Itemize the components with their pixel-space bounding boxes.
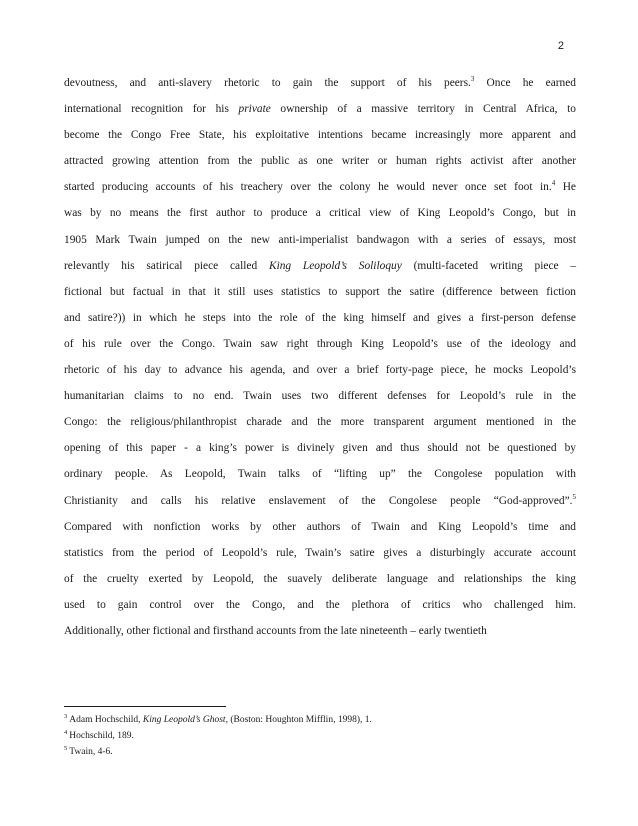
italic-text: private (238, 103, 271, 116)
text-line (64, 305, 576, 331)
text-line (64, 383, 576, 409)
text-run: humanitarian claims to no end. Twain uses two different defenses for Leopold’s rule in the (64, 390, 576, 403)
text-run: relevantly his satirical piece called (64, 259, 269, 272)
text-line (64, 148, 576, 174)
footnote-reference: 4 (551, 179, 556, 188)
footnote-reference: 3 (470, 75, 475, 84)
text-run: Congo: the religious/philanthropist charade and the more transparent argument mentioned in the (64, 416, 576, 429)
text-run: Adam Hochschild, (69, 715, 143, 725)
text-run: opening of this paper - a king’s power is divinely given and thus should not be questioned by (64, 442, 576, 455)
footnote (64, 728, 576, 744)
text-run: Twain, 4-6. (69, 747, 113, 757)
footnote-marker: 4 (64, 728, 68, 736)
text-line (64, 461, 576, 487)
text-run: Christianity and calls his relative enslavement of the Congolese people “God-approved”. (64, 494, 573, 507)
text-line (64, 96, 576, 122)
text-line (64, 331, 576, 357)
text-line (64, 488, 576, 514)
text-run: fictional but factual in that it still uses statistics to support the satire (difference between fiction (64, 285, 576, 298)
footnote-marker: 3 (64, 712, 68, 720)
text-run: ownership of a massive territory in Central Africa, to (270, 103, 577, 116)
text-line (64, 253, 576, 279)
text-run: Additionally, other fictional and firsthand accounts from the late nineteenth – early twentieth (64, 624, 487, 637)
text-line (64, 540, 576, 566)
text-run: (Boston: Houghton Mifflin, 1998), 1. (227, 715, 372, 725)
text-run: become the Congo Free State, his exploitative intentions became increasingly more apparent and (64, 129, 576, 142)
italic-text: King Leopold’s Soliloquy (268, 259, 402, 272)
footnote (64, 712, 576, 728)
italic-text: King Leopold’s Ghost, (142, 715, 228, 725)
footnote-reference: 5 (572, 492, 576, 501)
text-run: Once he earned (474, 77, 576, 89)
text-line (64, 435, 576, 461)
text-run: statistics from the period of Leopold’s rule, Twain’s satire gives a disturbingly accurate account (64, 546, 576, 559)
text-line (64, 409, 576, 435)
text-line (64, 566, 576, 592)
text-run: was by no means the first author to produce a critical view of King Leopold’s Congo, but in (64, 207, 576, 220)
text-line (64, 592, 576, 618)
text-run: of his rule over the Congo. Twain saw right through King Leopold’s use of the ideology and (64, 337, 576, 350)
text-run: attracted growing attention from the public as one writer or human rights activist after another (64, 155, 576, 168)
text-line (64, 357, 576, 383)
body-paragraph (64, 70, 576, 644)
text-line (64, 70, 576, 96)
text-line (64, 279, 576, 305)
footnote-separator (64, 706, 226, 707)
footnote (64, 744, 576, 760)
footnote-marker: 5 (64, 744, 68, 752)
page-number: 2 (557, 40, 564, 52)
text-run: He (555, 181, 576, 194)
text-run: of the cruelty exerted by Leopold, the suavely deliberate language and relationships the king (64, 572, 576, 585)
text-run: Compared with nonfiction works by other authors of Twain and King Leopold’s time and (64, 520, 576, 533)
text-run: international recognition for his (64, 103, 239, 116)
text-run: (multi-faceted writing piece – (401, 259, 577, 272)
text-run: started producing accounts of his treachery over the colony he would never once set foot in. (64, 181, 552, 194)
text-run: and satire?)) in which he steps into the role of the king himself and gives a first-person defense (64, 311, 576, 324)
text-line (64, 174, 576, 200)
text-run: used to gain control over the Congo, and the plethora of critics who challenged him. (64, 598, 576, 611)
text-run: ordinary people. As Leopold, Twain talks of “lifting up” the Congolese population with (64, 468, 576, 481)
text-run: 1905 Mark Twain jumped on the new anti-imperialist bandwagon with a series of essays, most (64, 233, 576, 246)
text-line (64, 227, 576, 253)
footnotes (64, 712, 576, 760)
text-run: rhetoric of his day to advance his agenda, and over a brief forty-page piece, he mocks Leopold’s (64, 364, 576, 377)
text-line (64, 514, 576, 540)
text-line (64, 618, 576, 644)
text-line (64, 122, 576, 148)
text-line (64, 200, 576, 226)
text-run: devoutness, and anti-slavery rhetoric to gain the support of his peers. (64, 77, 471, 89)
text-run: Hochschild, 189. (69, 731, 134, 741)
